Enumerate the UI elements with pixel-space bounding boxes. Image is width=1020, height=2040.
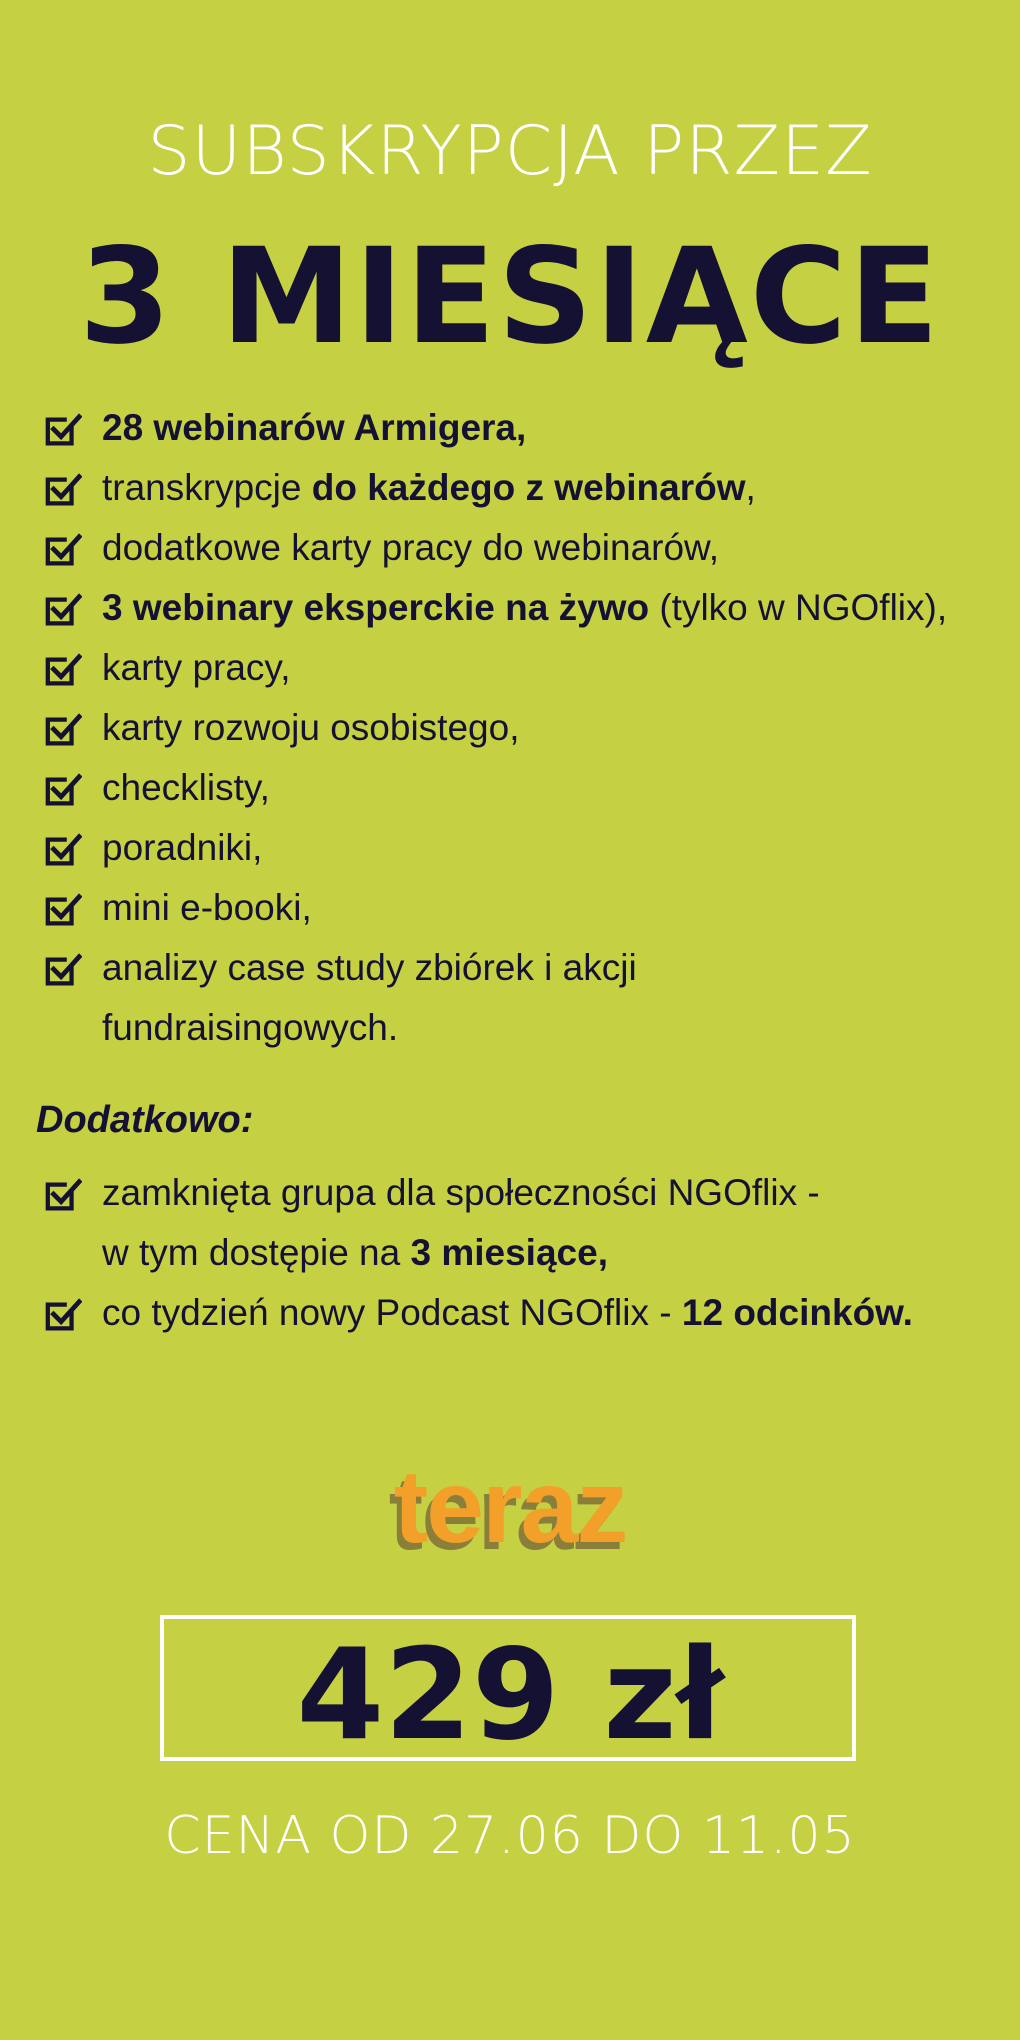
text: karty rozwoju osobistego, [102,707,520,748]
checked-box-icon [44,892,82,930]
checked-box-icon [44,472,82,510]
feature-item [0,758,1020,818]
extras-list [0,1163,1020,1343]
feature-item-text [102,767,270,808]
text: zamknięta grupa dla społeczności NGOflix - [102,1172,820,1213]
checked-box-icon [44,1177,82,1215]
text: karty pracy, [102,647,291,688]
feature-item-continuation [102,998,1020,1058]
price-value: 429 zł [296,1621,724,1768]
feature-item-text [102,587,947,628]
feature-item [0,698,1020,758]
bold-text: 3 miesiące, [410,1232,608,1273]
now-label: teraz [393,1449,627,1565]
checked-box-icon [44,652,82,690]
duration-title: 3 MIESIĄCE [79,220,941,374]
extra-item-text [102,1172,820,1213]
feature-item-text [102,467,756,508]
checked-box-icon [44,772,82,810]
feature-item-text [102,827,262,868]
extra-item-text [102,1292,913,1333]
feature-item [0,638,1020,698]
text: transkrypcje [102,467,312,508]
text: checklisty, [102,767,270,808]
checked-box-icon [44,712,82,750]
checked-box-icon [44,592,82,630]
bold-text: do każdego z webinarów [311,467,746,508]
text: w tym dostępie na [102,1232,411,1273]
feature-item [0,878,1020,938]
feature-item [0,938,1020,1058]
text: fundraisingowych. [102,1007,399,1048]
feature-item-text [102,887,312,928]
checked-box-icon [44,412,82,450]
extra-item [0,1163,1020,1283]
feature-item-text [102,707,519,748]
feature-item [0,578,1020,638]
extra-item-continuation [102,1223,1020,1283]
feature-item [0,818,1020,878]
text: analizy case study zbiórek i akcji [102,947,637,988]
checked-box-icon [44,532,82,570]
text: (tylko w NGOflix), [649,587,948,628]
subscription-subtitle: SUBSKRYPCJA PRZEZ [147,112,873,191]
text: dodatkowe karty pracy do webinarów, [102,527,720,568]
feature-item-text [102,647,290,688]
bold-text: 28 webinarów Armigera, [102,407,527,448]
text: mini e-booki, [102,887,312,928]
feature-item-text [102,527,719,568]
extra-item [0,1283,1020,1343]
extras-heading: Dodatkowo: [36,1099,254,1141]
text: poradniki, [102,827,263,868]
feature-item [0,398,1020,458]
checked-box-icon [44,1297,82,1335]
checked-box-icon [44,952,82,990]
feature-item [0,518,1020,578]
checked-box-icon [44,832,82,870]
bold-text: 3 webinary eksperckie na żywo [102,587,650,628]
feature-item-text [102,947,637,988]
features-list [0,398,1020,1058]
feature-item [0,458,1020,518]
bold-text: 12 odcinków. [681,1292,913,1333]
price-validity-note: CENA OD 27.06 DO 11.05 [164,1806,856,1866]
feature-item-text [102,407,526,448]
text: , [745,467,756,508]
text: co tydzień nowy Podcast NGOflix - [102,1292,682,1333]
